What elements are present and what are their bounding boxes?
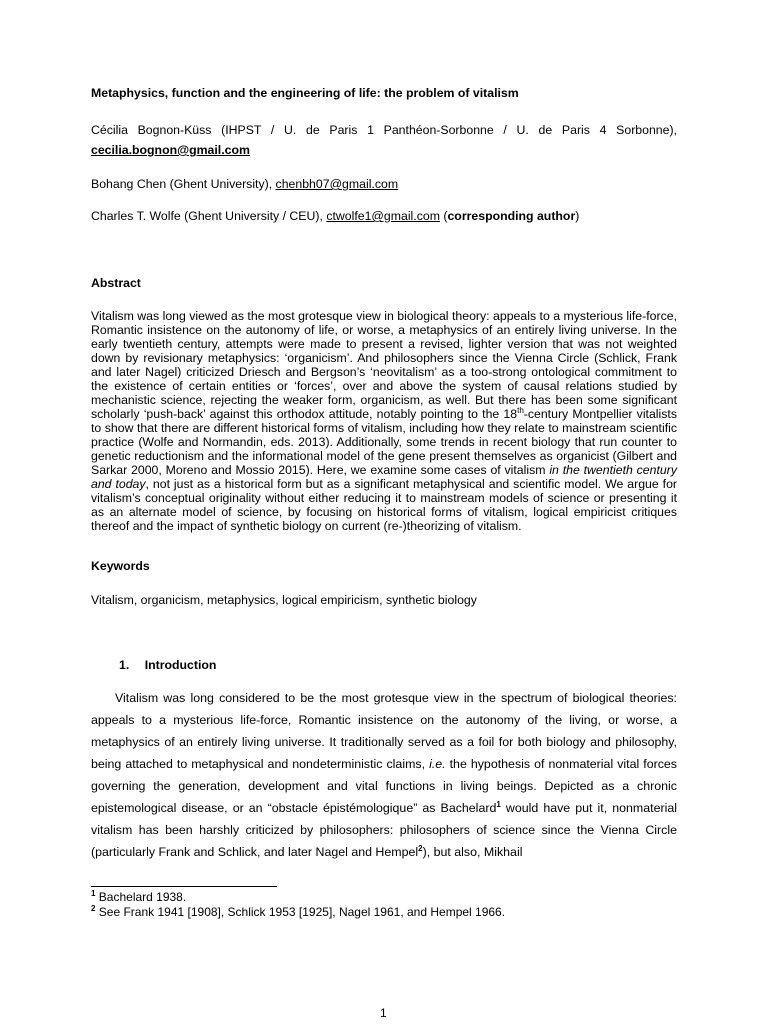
abstract-heading: Abstract (91, 276, 141, 290)
footnote-2-number: 2 (91, 904, 96, 913)
author-2-affiliation: Bohang Chen (Ghent University), (91, 177, 276, 191)
section-number: 1. (119, 658, 130, 672)
abstract-part-1: Vitalism was long viewed as the most grotesque view in biological theory: appeals to a mysterious life-force, Romantic insistence on the autonomy of life, or worse, a metaphysics of an entirely living universe. In the early twentieth century, attempts were made to present a revised, lighter version that was not weighted down by revisionary metaphysics: ‘organicism’. And philosophers since the Vienna Circle (Schlick, Frank and later Nagel) criticized Driesch and Bergson’s ‘neovitalism’ as a too-strong ontological commitment to the existence of certain entities or ‘forces’, over and above the system of causal relations studied by mechanistic science, rejecting the weaker form, organicism, as well. But there has been some significant scholarly ‘push-back’ against this orthodox attitude, notably pointing to the 18 (91, 309, 677, 421)
abstract-part-3: , not just as a historical form but as a significant metaphysical and scientific model. We argue for vitalism’s conceptual originality without either reducing it to mainstream models of science or presenting it as an alternate model of science, by focusing on historical forms of vitalism, logical empiricist critiques thereof and the impact of synthetic biology on current (re-)theorizing of vitalism. (91, 477, 678, 533)
author-1-email[interactable]: cecilia.bognon@gmail.com (91, 143, 250, 157)
author-1 (91, 120, 677, 160)
footnote-ref-2[interactable]: 2 (418, 843, 423, 853)
abstract-superscript: th (517, 405, 524, 415)
footnote-1 (91, 890, 186, 904)
author-3-affiliation: Charles T. Wolfe (Ghent University / CEU), (91, 209, 327, 223)
page-number: 1 (380, 1006, 387, 1020)
author-2-email[interactable]: chenbh07@gmail.com (275, 177, 399, 191)
footnote-1-number: 1 (91, 889, 96, 898)
paper-title: Metaphysics, function and the engineering of life: the problem of vitalism (91, 86, 519, 100)
author-3-paren-open: ( (439, 209, 448, 223)
author-3-email[interactable]: ctwolfe1@gmail.com (326, 209, 440, 223)
intro-part-3: would have put it, nonmaterial vitalism has been harshly criticized by philosophers: philosophers of science since the Vienna Circle (particularly Frank and Schlick, and later Nagel and Hempel (91, 801, 677, 859)
footnote-2-text: See Frank 1941 [1908], Schlick 1953 [1925], Nagel 1961, and Hempel 1966. (95, 905, 506, 919)
abstract-text (91, 309, 677, 533)
corresponding-author-note: corresponding author (447, 209, 576, 223)
footnote-separator (91, 886, 277, 887)
author-3 (91, 209, 677, 223)
introduction-paragraph (91, 687, 677, 863)
abstract-italic: in the twentieth century and today (91, 463, 677, 491)
author-2 (91, 177, 677, 191)
footnote-2 (91, 905, 505, 919)
section-title: Introduction (144, 658, 217, 672)
author-3-paren-close: ) (575, 209, 580, 223)
intro-italic-ie: i.e. (429, 757, 446, 771)
intro-part-4: ), but also, Mikhail (422, 845, 523, 859)
footnote-1-text: Bachelard 1938. (95, 890, 187, 904)
section-heading (119, 658, 705, 672)
keywords-text: Vitalism, organicism, metaphysics, logical empiricism, synthetic biology (91, 593, 477, 607)
abstract-part-2: -century Montpellier vitalists to show that there are different historical forms of vitalism, including how they relate to mainstream scientific practice (Wolfe and Normandin, eds. 2013). Additionally, some trends in recent biology that run counter to genetic reductionism and the informational model of the gene present themselves as organicist (Gilbert and Sarkar 2000, Moreno and Mossio 2015). Here, we examine some cases of vitalism (91, 407, 677, 477)
footnote-ref-1[interactable]: 1 (496, 799, 501, 809)
keywords-heading: Keywords (91, 559, 150, 573)
intro-part-2: the hypothesis of nonmaterial vital forces governing the generation, development and vital functions in living beings. Depicted as a chronic epistemological disease, or an “obstacle épistémologique” as Bachelard (91, 757, 678, 815)
author-1-affiliation: Cécilia Bognon-Küss (IHPST / U. de Paris 1 Panthéon-Sorbonne / U. de Paris 4 Sorbonne), (91, 123, 677, 137)
intro-part-1: Vitalism was long considered to be the most grotesque view in the spectrum of biological theories: appeals to a mysterious life-force, Romantic insistence on the autonomy of the living, or worse, a metaphysics of an entirely living universe. It traditionally served as a foil for both biology and philosophy, being attached to metaphysical and nondeterministic claims, (91, 691, 677, 771)
